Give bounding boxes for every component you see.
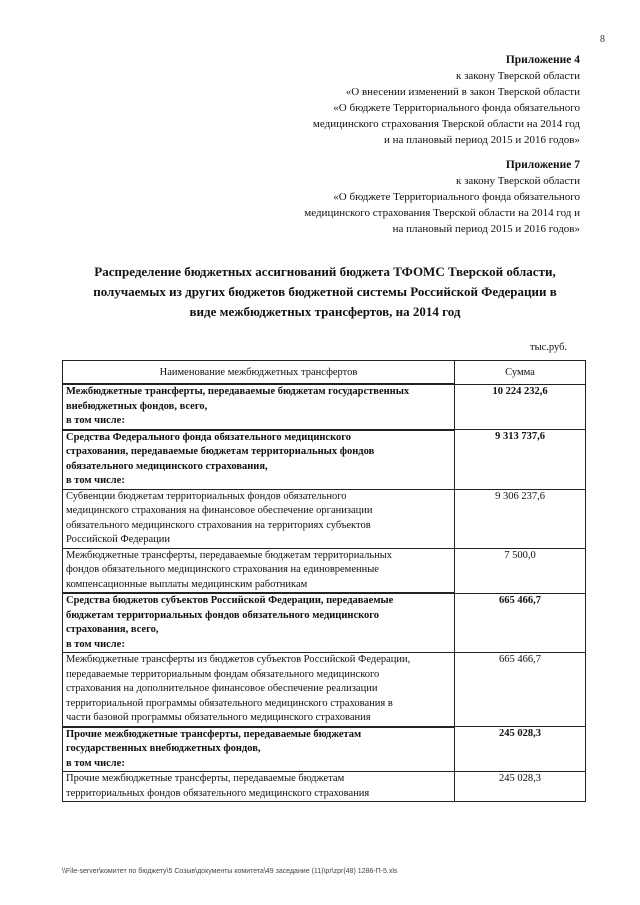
table-row bbox=[63, 489, 586, 548]
units-label: тыс.руб. bbox=[530, 342, 568, 353]
transfer-name-line: страхования, передаваемые бюджетам территориальных фондов bbox=[66, 446, 375, 457]
appendix-7-line: «О бюджете Территориального фонда обязательного bbox=[333, 191, 580, 203]
table-row bbox=[63, 430, 586, 490]
transfer-name-line: фондов обязательного медицинского страхования на единовременные bbox=[66, 564, 379, 575]
transfer-sum-cell: 7 500,0 bbox=[455, 548, 586, 593]
transfer-name-line: Российской Федерации bbox=[66, 534, 170, 545]
transfer-name-cell bbox=[63, 727, 455, 772]
transfer-name-line: страхования на дополнительное финансовое обеспечение реализации bbox=[66, 683, 378, 694]
transfer-name-line: Межбюджетные трансферты, передаваемые бюджетам территориальных bbox=[66, 549, 393, 561]
transfer-name-line: государственных внебюджетных фондов, bbox=[66, 743, 261, 754]
transfer-name-line: медицинского страхования на финансовое обеспечение организации bbox=[66, 505, 373, 516]
page-number: 8 bbox=[600, 34, 605, 45]
table-row bbox=[63, 772, 586, 802]
transfer-sum-cell: 245 028,3 bbox=[455, 727, 586, 772]
transfers-table bbox=[62, 360, 586, 802]
transfer-name-line: территориальной программы обязательного медицинского страхования в bbox=[66, 697, 393, 709]
appendix-7-line: на плановый период 2015 и 2016 годов» bbox=[392, 223, 580, 235]
heading-line: получаемых из других бюджетов бюджетной системы Российской Федерации в bbox=[93, 284, 557, 299]
transfer-name-line: территориальных фондов обязательного медицинского страхования bbox=[66, 787, 370, 799]
table-row bbox=[63, 384, 586, 430]
transfer-name-line: бюджетам территориальных фондов обязательного медицинского bbox=[66, 609, 380, 621]
transfer-name-line: страхования, всего, bbox=[66, 624, 159, 635]
table-row bbox=[63, 727, 586, 772]
transfer-name-line: передаваемые территориальным фондам обязательного медицинского bbox=[66, 668, 380, 680]
table-row bbox=[63, 593, 586, 653]
transfer-name-cell bbox=[63, 430, 455, 490]
transfer-sum-cell: 245 028,3 bbox=[455, 772, 586, 802]
column-header-sum: Сумма bbox=[455, 361, 586, 385]
transfer-name-line: части базовой программы обязательного медицинского страхования bbox=[66, 712, 371, 723]
transfer-name-line: компенсационные выплаты медицинским работникам bbox=[66, 578, 308, 590]
appendix-4-line: к закону Тверской области bbox=[455, 70, 580, 82]
heading-line: виде межбюджетных трансфертов, на 2014 год bbox=[189, 304, 461, 319]
transfer-name-line: Межбюджетные трансферты, передаваемые бюджетам государственных bbox=[66, 386, 410, 397]
file-path-footer: \\File-server\комитет по бюджету\5 Созыв\документы комитета\49 заседание (11)\pr\zpr(48) 1286-П-5.xls bbox=[62, 868, 398, 875]
appendix-7-line: медицинского страхования Тверской области на 2014 год и bbox=[304, 207, 580, 219]
table-header-row bbox=[63, 361, 586, 385]
appendix-7-block bbox=[304, 157, 580, 237]
transfer-name-cell bbox=[63, 593, 455, 653]
transfer-name-line: Прочие межбюджетные трансферты, передаваемые бюджетам bbox=[66, 728, 362, 740]
transfer-name-cell bbox=[63, 489, 455, 548]
transfer-name-cell bbox=[63, 653, 455, 727]
appendix-4-line: «О бюджете Территориального фонда обязательного bbox=[333, 102, 580, 114]
transfer-name-line: обязательного медицинского страхования на территориях субъектов bbox=[66, 519, 371, 531]
transfer-name-line: внебюджетных фондов, всего, bbox=[66, 400, 208, 412]
appendix-4-line: медицинского страхования Тверской области на 2014 год bbox=[312, 118, 580, 130]
appendix-4-line: и на плановый период 2015 и 2016 годов» bbox=[383, 134, 580, 146]
transfer-name-line: в том числе: bbox=[66, 757, 125, 769]
transfer-name-cell bbox=[63, 548, 455, 593]
appendix-4-title: Приложение 4 bbox=[505, 54, 580, 66]
transfer-name-cell bbox=[63, 772, 455, 802]
transfer-name-line: Субвенции бюджетам территориальных фондов обязательного bbox=[66, 490, 347, 502]
table-row bbox=[63, 653, 586, 727]
transfer-name-line: обязательного медицинского страхования, bbox=[66, 460, 268, 472]
transfer-sum-cell: 665 466,7 bbox=[455, 593, 586, 653]
appendix-4-line: «О внесении изменений в закон Тверской области bbox=[345, 86, 580, 98]
transfer-sum-cell: 10 224 232,6 bbox=[455, 384, 586, 430]
heading-line: Распределение бюджетных ассигнований бюджета ТФОМС Тверской области, bbox=[94, 264, 556, 279]
appendix-7-title: Приложение 7 bbox=[505, 159, 580, 171]
transfer-name-cell bbox=[63, 384, 455, 430]
transfer-sum-cell: 9 306 237,6 bbox=[455, 489, 586, 548]
transfer-name-line: Средства бюджетов субъектов Российской Федерации, передаваемые bbox=[66, 595, 394, 606]
transfer-name-line: Межбюджетные трансферты из бюджетов субъектов Российской Федерации, bbox=[66, 654, 411, 665]
transfer-sum-cell: 9 313 737,6 bbox=[455, 430, 586, 490]
column-header-name: Наименование межбюджетных трансфертов bbox=[63, 361, 455, 385]
appendix-7-line: к закону Тверской области bbox=[455, 175, 580, 187]
transfer-name-line: в том числе: bbox=[66, 415, 125, 426]
transfer-name-line: в том числе: bbox=[66, 638, 125, 650]
transfer-name-line: Средства Федерального фонда обязательного медицинского bbox=[66, 431, 352, 443]
transfer-sum-cell: 665 466,7 bbox=[455, 653, 586, 727]
transfer-name-line: в том числе: bbox=[66, 475, 125, 486]
transfer-name-line: Прочие межбюджетные трансферты, передаваемые бюджетам bbox=[66, 773, 345, 784]
appendix-4-block bbox=[313, 52, 580, 148]
document-heading bbox=[70, 262, 580, 322]
table-row bbox=[63, 548, 586, 593]
